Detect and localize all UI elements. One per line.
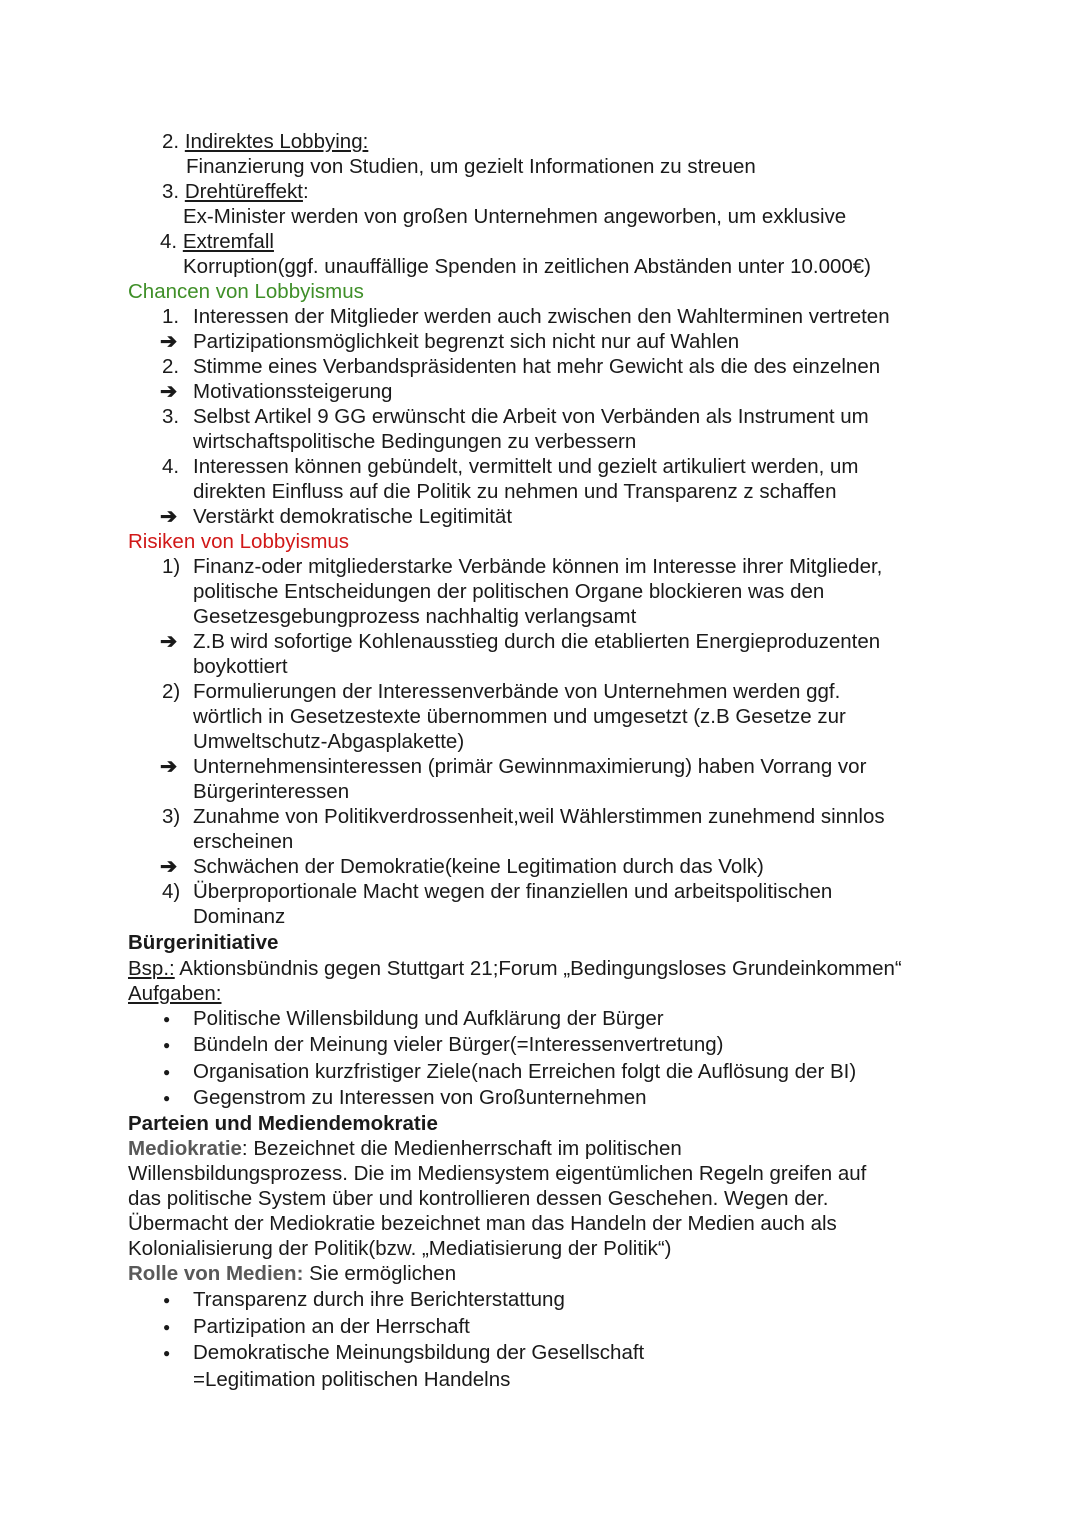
rolle-line: Rolle von Medien: Sie ermöglichen: [128, 1262, 457, 1285]
arrow-icon: ➔: [160, 630, 178, 653]
arrow-icon: ➔: [160, 755, 178, 778]
medien-bullet-item: Transparenz durch ihre Berichterstattung: [193, 1288, 565, 1311]
legitimation-line: =Legitimation politischen Handelns: [193, 1368, 511, 1391]
chancen-line: direkten Einfluss auf die Politik zu nehmen und Transparenz z schaffen: [193, 480, 837, 503]
aufgaben-bullet-item: Organisation kurzfristiger Ziele(nach Erreichen folgt die Auflösung der BI): [193, 1059, 857, 1083]
method-3: 3. Drehtüreffekt:: [162, 180, 309, 203]
chancen-marker: 2.: [162, 355, 180, 378]
chancen-line: Interessen der Mitglieder werden auch zwischen den Wahlterminen vertreten: [193, 305, 890, 328]
bullet-icon: ●: [163, 1293, 171, 1307]
risiken-marker: 4): [162, 880, 181, 903]
medien-bullet-item: Partizipation an der Herrschaft: [193, 1314, 470, 1338]
risiken-marker: 1): [162, 555, 181, 578]
mediokratie-line-1: Mediokratie: Bezeichnet die Medienherrschaft im politischen: [128, 1137, 682, 1160]
risiken-line: Formulierungen der Interessenverbände von Unternehmen werden ggf.: [193, 680, 841, 703]
aufgaben-bullet-item: Bündeln der Meinung vieler Bürger(=Interessenvertretung): [193, 1033, 724, 1057]
bullet-icon: ●: [163, 1090, 171, 1105]
risiken-line: politische Entscheidungen der politischen Organe blockieren was den: [193, 580, 825, 603]
risiken-line: Z.B wird sofortige Kohlenausstieg durch die etablierten Energieproduzenten: [193, 630, 881, 653]
method-4-desc: Korruption(ggf. unauffällige Spenden in zeitlichen Abständen unter 10.000€): [183, 255, 872, 278]
bullet-icon: ●: [163, 1064, 171, 1079]
risiken-line: Zunahme von Politikverdrossenheit,weil Wählerstimmen zunehmend sinnlos: [193, 805, 885, 828]
chancen-line: Selbst Artikel 9 GG erwünscht die Arbeit von Verbänden als Instrument um: [193, 405, 869, 428]
method-3-desc: Ex-Minister werden von großen Unternehmen angeworben, um exklusive: [183, 205, 847, 228]
risiken-line: Finanz-oder mitgliederstarke Verbände können im Interesse ihrer Mitglieder,: [193, 555, 883, 578]
chancen-line: Motivationssteigerung: [193, 380, 393, 403]
risiken-line: Überproportionale Macht wegen der finanziellen und arbeitspolitischen: [193, 880, 833, 903]
risiken-line: Umweltschutz-Abgasplakette): [193, 730, 465, 753]
bullet-icon: ●: [163, 1038, 171, 1053]
arrow-icon: ➔: [160, 855, 178, 878]
arrow-icon: ➔: [160, 330, 178, 353]
risiken-line: wörtlich in Gesetzestexte übernommen und umgesetzt (z.B Gesetze zur: [193, 705, 846, 728]
chancen-line: wirtschaftspolitische Bedingungen zu verbessern: [193, 430, 637, 453]
aufgaben-bullet-item: Gegenstrom zu Interessen von Großunternehmen: [193, 1085, 647, 1109]
bsp-line: [128, 956, 902, 981]
risiken-marker: 2): [162, 680, 181, 703]
method-2: 2. Indirektes Lobbying:: [162, 130, 369, 153]
bsp-label: Bsp.:: [128, 957, 175, 980]
method-2-title: Indirektes Lobbying:: [184, 130, 369, 153]
chancen-line: Partizipationsmöglichkeit begrenzt sich nicht nur auf Wahlen: [193, 330, 740, 353]
mediokratie-line-5: Kolonialisierung der Politik(bzw. „Mediatisierung der Politik“): [128, 1237, 672, 1260]
chancen-line: Verstärkt demokratische Legitimität: [193, 505, 513, 528]
risiken-marker: 3): [162, 805, 181, 828]
method-2-desc: Finanzierung von Studien, um gezielt Informationen zu streuen: [186, 155, 756, 178]
bullet-icon: ●: [163, 1012, 171, 1026]
method-3-title: Drehtüreffekt: [184, 180, 303, 203]
risiken-line: boykottiert: [193, 655, 288, 678]
buergerinitiative-heading: Bürgerinitiative: [128, 931, 279, 954]
mediokratie-line-4: Übermacht der Mediokratie bezeichnet man das Handeln der Medien auch als: [128, 1212, 837, 1235]
chancen-marker: 4.: [162, 455, 180, 478]
risiken-line: Bürgerinteressen: [193, 780, 350, 803]
arrow-icon: ➔: [160, 505, 178, 528]
bullet-icon: ●: [163, 1346, 171, 1360]
risiken-line: Dominanz: [193, 905, 286, 928]
bullet-icon: ●: [163, 1319, 171, 1334]
chancen-heading: Chancen von Lobbyismus: [128, 280, 364, 303]
chancen-marker: 3.: [162, 405, 180, 428]
mediokratie-line-3: das politische System über und kontrollieren dessen Geschehen. Wegen der.: [128, 1187, 829, 1210]
medien-bullet-item: Demokratische Meinungsbildung der Gesellschaft: [193, 1341, 645, 1364]
chancen-line: Interessen können gebündelt, vermittelt und gezielt artikuliert werden, um: [193, 455, 859, 478]
risiken-heading: Risiken von Lobbyismus: [128, 530, 350, 553]
method-4-title: Extremfall: [182, 230, 274, 253]
risiken-line: Gesetzesgebungprozess nachhaltig verlangsamt: [193, 605, 637, 628]
aufgaben-label: Aufgaben:: [128, 982, 222, 1005]
aufgaben-bullet-item: Politische Willensbildung und Aufklärung der Bürger: [193, 1007, 664, 1030]
method-4: 4. Extremfall: [160, 230, 274, 253]
parteien-heading: Parteien und Mediendemokratie: [128, 1112, 438, 1135]
bsp-text: Aktionsbündnis gegen Stuttgart 21;Forum „Bedingungsloses Grundeinkommen“: [174, 957, 902, 980]
rolle-label: Rolle von Medien:: [128, 1262, 304, 1285]
arrow-icon: ➔: [160, 380, 178, 403]
risiken-line: Unternehmensinteressen (primär Gewinnmaximierung) haben Vorrang vor: [193, 755, 867, 778]
mediokratie-line-2: Willensbildungsprozess. Die im Mediensystem eigentümlichen Regeln greifen auf: [128, 1162, 867, 1185]
mediokratie-label: Mediokratie: [128, 1137, 242, 1160]
risiken-line: Schwächen der Demokratie(keine Legitimation durch das Volk): [193, 855, 764, 878]
risiken-line: erscheinen: [193, 830, 294, 853]
chancen-marker: 1.: [162, 305, 180, 328]
chancen-line: Stimme eines Verbandspräsidenten hat mehr Gewicht als die des einzelnen: [193, 355, 881, 378]
